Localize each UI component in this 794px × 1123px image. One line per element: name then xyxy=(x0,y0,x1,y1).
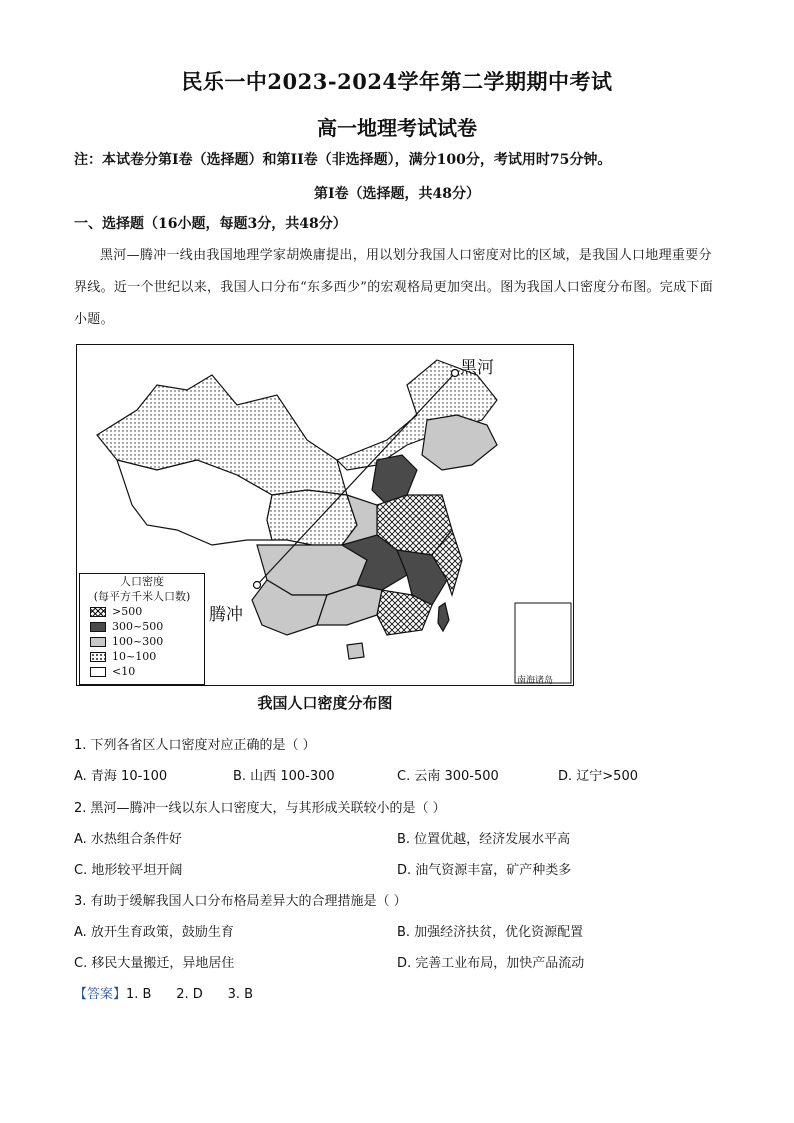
map-caption: 我国人口密度分布图 xyxy=(257,694,393,712)
option: B. 位置优越，经济发展水平高 xyxy=(397,832,571,847)
legend-swatch-dark xyxy=(90,622,106,632)
legend-item xyxy=(90,664,204,679)
legend-label: >500 xyxy=(112,605,143,618)
section-heading: 第I卷（选择题，共48分） xyxy=(313,186,481,202)
option: A. 水热组合条件好 xyxy=(74,832,182,847)
legend-subtitle: (每平方千米人口数) xyxy=(93,590,191,603)
question-stem: 3. 有助于缓解我国人口分布格局差异大的合理措施是（ ） xyxy=(74,894,407,909)
legend-swatch-dots xyxy=(90,652,106,662)
intro-paragraph: 黑河—腾冲一线由我国地理学家胡焕庸提出，用以划分我国人口密度对比的区域，是我国人口地理重要分界线。近一个世纪以来，我国人口分布“东多西少”的宏观格局更加突出。图为我国人口密度分布图。完成下面小题。 xyxy=(74,248,713,327)
question-stem: 2. 黑河—腾冲一线以东人口密度大，与其形成关联较小的是（ ） xyxy=(74,801,446,816)
legend-label: <10 xyxy=(112,665,136,678)
legend-swatch-light xyxy=(90,637,106,647)
legend-label: 10~100 xyxy=(112,650,157,663)
inset-frame xyxy=(515,603,571,683)
question-type-heading: 一、选择题（16小题，每题3分，共48分） xyxy=(74,216,347,232)
legend-item xyxy=(90,634,204,649)
legend-title: 人口密度 xyxy=(120,575,164,588)
legend-label: 100~300 xyxy=(112,635,164,648)
region-northeast xyxy=(422,415,497,470)
option: A. 放开生育政策，鼓励生育 xyxy=(74,925,234,940)
option: C. 地形较平坦开阔 xyxy=(74,863,183,878)
legend-item xyxy=(90,604,204,619)
option: B. 加强经济扶贫，优化资源配置 xyxy=(397,925,584,940)
heihe-point xyxy=(452,370,459,377)
legend-swatch-cross xyxy=(90,607,106,617)
region-taiwan xyxy=(438,603,449,631)
legend-swatch-blank xyxy=(90,667,106,677)
option: A. 青海 10-100 xyxy=(74,769,168,784)
option: C. 移民大量搬迁，异地居住 xyxy=(74,956,235,971)
label-tengchong: 腾冲 xyxy=(209,605,243,625)
answer-line xyxy=(74,983,253,1002)
exam-note: 注：本试卷分第I卷（选择题）和第II卷（非选择题），满分100分，考试用时75分钟。 xyxy=(74,152,612,168)
tengchong-point xyxy=(254,582,261,589)
map-legend xyxy=(79,573,205,685)
option: D. 完善工业布局，加快产品流动 xyxy=(397,956,585,971)
legend-item xyxy=(90,619,204,634)
legend-label: 300~500 xyxy=(112,620,164,633)
legend-item xyxy=(90,649,204,664)
region-hainan xyxy=(347,643,364,659)
option: D. 油气资源丰富，矿产种类多 xyxy=(397,863,572,878)
population-density-map xyxy=(76,344,574,686)
answer-tag: 【答案】 xyxy=(74,987,127,1002)
inset-label: 南海诸岛 xyxy=(517,676,554,686)
region-qinghai xyxy=(267,490,357,545)
answer-text: 1. B 2. D 3. B xyxy=(126,987,254,1002)
option: D. 辽宁>500 xyxy=(558,769,638,784)
option: C. 云南 300-500 xyxy=(397,769,499,784)
question-stem: 1. 下列各省区人口密度对应正确的是（ ） xyxy=(74,738,316,753)
exam-subtitle: 高一地理考试试卷 xyxy=(317,116,477,140)
exam-title: 民乐一中2023-2024学年第二学期期中考试 xyxy=(181,69,613,94)
label-heihe: 黑河 xyxy=(460,358,494,378)
option: B. 山西 100-300 xyxy=(233,769,335,784)
